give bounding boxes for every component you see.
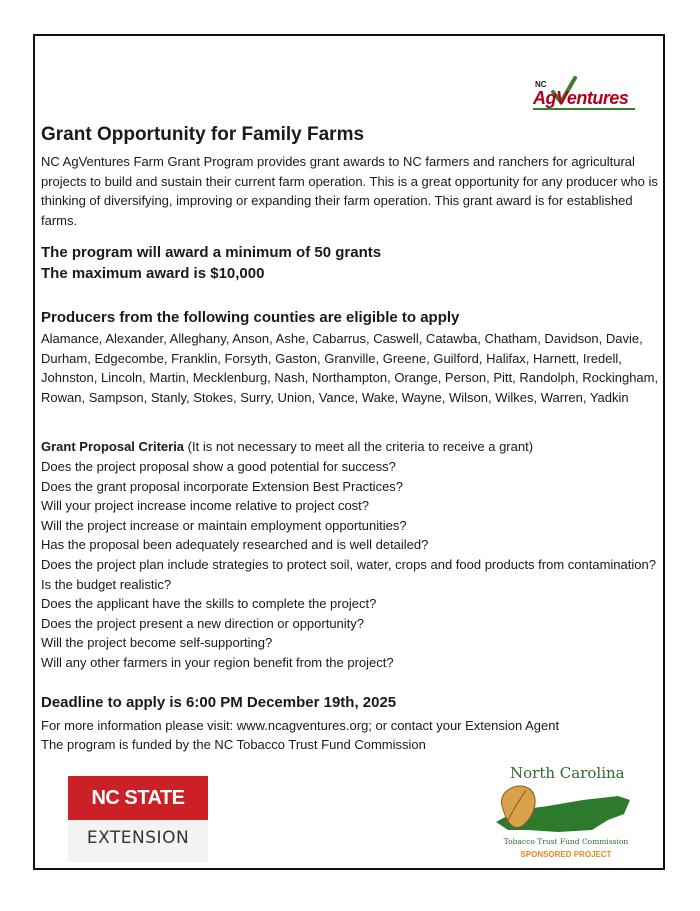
criteria-item: Does the project present a new direction or opportunity? <box>41 615 365 631</box>
counties-heading: Producers from the following counties are eligible to apply <box>41 309 460 326</box>
criteria-item: Will the project increase or maintain employment opportunities? <box>41 517 407 533</box>
tobacco-trust-fund-logo <box>488 762 638 866</box>
funding-text: The program is funded by the NC Tobacco Trust Fund Commission <box>41 737 426 752</box>
tobacco-logo-title: North Carolina <box>510 764 625 782</box>
criteria-item: Will your project increase income relative to project cost? <box>41 498 370 514</box>
ncstate-extension-logo <box>68 776 208 862</box>
criteria-item: Does the project proposal show a good potential for success? <box>41 459 396 474</box>
criteria-note: (It is not necessary to meet all the criteria to receive a grant) <box>184 439 534 454</box>
tobacco-logo-subtitle: Tobacco Trust Fund Commission <box>503 837 629 846</box>
criteria-item: Will any other farmers in your region benefit from the project? <box>41 654 394 670</box>
counties-list: Alamance, Alexander, Alleghany, Anson, Ashe, Cabarrus, Caswell, Catawba, Chatham, Davidson, Davie, Durham, Edgecombe, Franklin, Forsyth, Gaston, Granville, Greene, Guilford, Halifax, Harnett, Iredell, Johnston, Lincoln, Martin, Mecklenburg, Nash, Northampton, Orange, Person, Pitt, Randolph, Rockingham, Rowan, Sampson, Stanly, Stokes, Surry, Union, Vance, Wake, Wayne, Wilson, Wilkes, Warren, Yadkin <box>41 331 659 405</box>
intro-paragraph: NC AgVentures Farm Grant Program provides grant awards to NC farmers and ranchers for agricultural projects to build and sustain their current farm operation. This is a great opportunity for any producer who is thinking of diversifying, improving or expanding their farm operation. This grant award is for established farms. <box>41 154 658 228</box>
page-title: Grant Opportunity for Family Farms <box>41 124 365 145</box>
logo-prefix: NC <box>535 80 547 89</box>
criteria-item: Does the grant proposal incorporate Extension Best Practices? <box>41 478 404 494</box>
ncagventures-logo <box>533 78 637 114</box>
award-minimum: The program will award a minimum of 50 grants <box>41 244 382 261</box>
criteria-title: Grant Proposal Criteria <box>41 439 185 454</box>
criteria-item: Has the proposal been adequately researched and is well detailed? <box>41 537 429 553</box>
criteria-item: Is the budget realistic? <box>41 576 172 592</box>
criteria-item: Will the project become self-supporting? <box>41 635 273 651</box>
nc-map-leaf-icon <box>488 780 638 838</box>
logo-underline <box>533 108 635 110</box>
logo-word: AgVentures <box>533 88 629 108</box>
contact-info <box>41 716 559 754</box>
deadline: Deadline to apply is 6:00 PM December 19th, 2025 <box>41 694 397 711</box>
more-info-text: For more information please visit: www.ncagventures.org; or contact your Extension Agent <box>41 718 560 733</box>
award-maximum: The maximum award is $10,000 <box>41 265 265 282</box>
criteria-item: Does the applicant have the skills to complete the project? <box>41 596 377 612</box>
criteria-item: Does the project plan include strategies to protect soil, water, crops and food products from contamination? <box>41 556 656 572</box>
extension-wordmark: EXTENSION <box>86 828 190 848</box>
criteria-list <box>41 457 661 673</box>
criteria-heading <box>41 439 533 454</box>
ncstate-wordmark: NC STATE <box>68 776 208 820</box>
sponsored-project-label: SPONSORED PROJECT <box>520 850 612 859</box>
